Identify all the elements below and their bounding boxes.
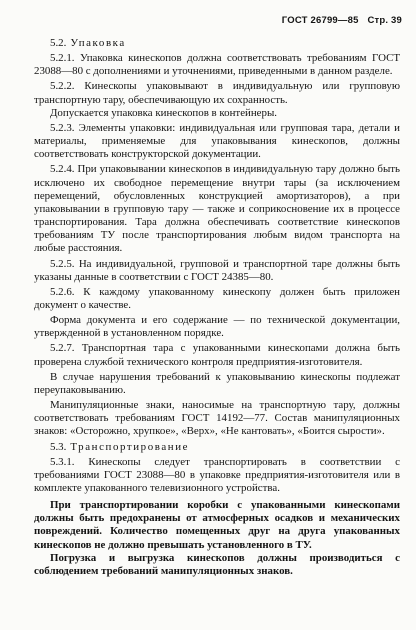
paragraph-5-3-1: 5.3.1. Кинескопы следует транспортировать в соответствии с требованиями ГОСТ 23088—80 в упаковке предприятия-изготовителя или в комплекте упакованного телевизионного устройства. [34, 455, 400, 494]
section-number: 5.3. [50, 440, 67, 453]
section-title: Транспортирование [70, 440, 190, 453]
paragraph-5-2-1: 5.2.1. Упаковка кинескопов должна соответствовать требованиям ГОСТ 23088—80 с дополнениями и уточнениями, приведенными в данном разделе. [34, 52, 400, 78]
paragraph-transport-protection: При транспортировании коробки с упакованными кинескопами должны быть предохранены от атмосферных осадков и механических повреждений. Количество помещенных друг на друга упакованных кинескопов не должно превышать установленного в ТУ. [34, 499, 400, 551]
section-heading-transport [34, 441, 400, 454]
paragraph-5-2-4: 5.2.4. При упаковывании кинескопов в индивидуальную тару должно быть исключено их свободное перемещение внутри тары (за исключением перемещений, обусловленных конструкцией амортизаторов), а при упаковывании в групповую тару — также и соприкосновение их в процессе транспортирования. Тара должна обеспечивать соответствие кинескопов требованиям ТУ после транспортирования любым видом транспорта на любые расстояния. [34, 163, 400, 255]
paragraph-5-2-2: 5.2.2. Кинескопы упаковывают в индивидуальную или групповую транспортную тару, обеспечивающую их сохранность. [34, 80, 400, 106]
section-title: Упаковка [70, 37, 126, 49]
section-heading-packing [34, 37, 400, 50]
paragraph-5-2-6: 5.2.6. К каждому упакованному кинескопу должен быть приложен документ о качестве. [34, 285, 400, 311]
section-number: 5.2. [50, 37, 67, 49]
paragraph-repacking: В случае нарушения требований к упаковыванию кинескопы подлежат переупаковыванию. [34, 370, 400, 396]
document-body [34, 37, 400, 578]
page-number: Стр. 39 [367, 15, 402, 26]
paragraph-loading: Погрузка и выгрузка кинескопов должны производиться с соблюдением требований манипуляционных знаков. [34, 551, 400, 577]
page-header [276, 15, 402, 26]
paragraph-5-2-5: 5.2.5. На индивидуальной, групповой и транспортной таре должны быть указаны данные в соответствии с ГОСТ 24385—80. [34, 257, 400, 283]
paragraph-containers: Допускается упаковка кинескопов в контейнеры. [50, 106, 278, 119]
standard-number: ГОСТ 26799—85 [281, 15, 359, 26]
paragraph-5-2-7: 5.2.7. Транспортная тара с упакованными кинескопами должна быть проверена службой технического контроля предприятия-изготовителя. [34, 342, 400, 368]
paragraph-handling-marks: Манипуляционные знаки, наносимые на транспортную тару, должны соответствовать требованиям ГОСТ 14192—77. Состав манипуляционных знаков: «Осторожно, хрупкое», «Верх», «Не кантовать», «Боится сырости». [34, 399, 400, 438]
paragraph-document-form: Форма документа и его содержание — по технической документации, утвержденной в установленном порядке. [34, 314, 400, 340]
paragraph-5-2-3: 5.2.3. Элементы упаковки: индивидуальная или групповая тара, детали и материалы, применяемые для упаковывания кинескопов, должны соответствовать конструкторской документации. [34, 121, 400, 161]
